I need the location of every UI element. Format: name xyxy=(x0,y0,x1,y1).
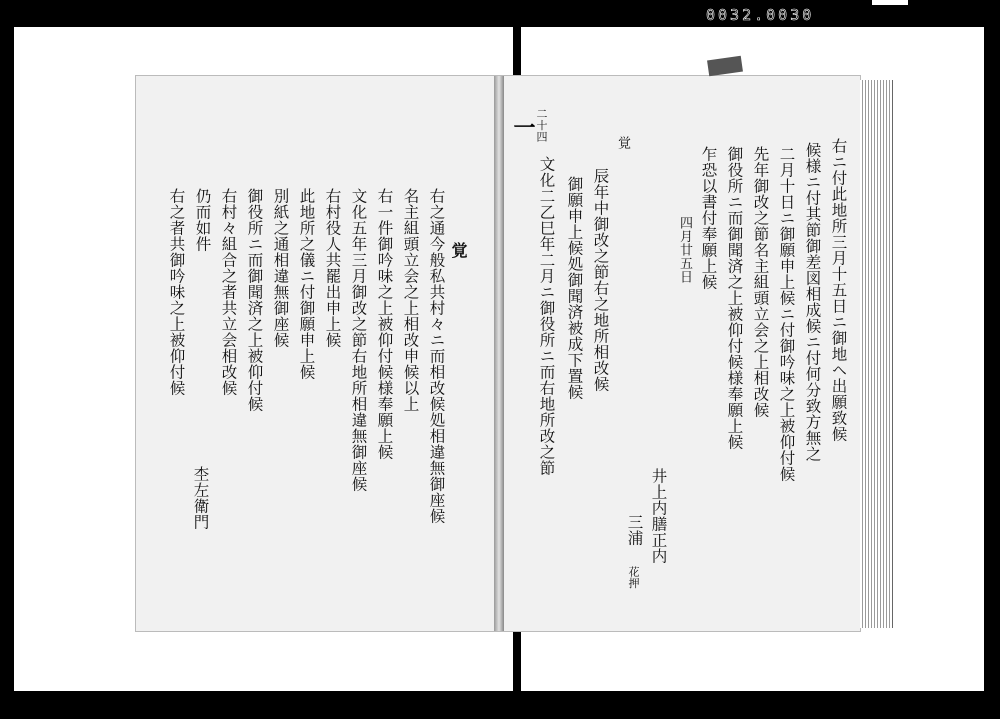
item-heading: 一 xyxy=(510,116,536,139)
page-edges xyxy=(860,80,893,628)
left-page xyxy=(136,76,498,631)
right-column-3: 二月十日ニ御願申上候ニ付御吟味之上被仰付候 xyxy=(777,146,796,482)
right-column-8: 覚 xyxy=(615,136,630,150)
left-column-7: 別紙之通相違無御座候 xyxy=(271,188,290,348)
right-column-14: 花押 xyxy=(627,566,640,589)
right-column-6: 乍恐以書付奉願上候 xyxy=(699,146,718,290)
right-column-4: 先年御改之節名主組頭立会之上相改候 xyxy=(751,146,770,418)
right-column-9: 辰年中御改之節右之地所相改候 xyxy=(591,168,610,392)
right-column-7: 四月廿五日 xyxy=(677,216,692,284)
right-column-2: 候様ニ付其節御差図相成候ニ付何分致方無之 xyxy=(803,142,822,462)
left-column-8: 御役所ニ而御聞済之上被仰付候 xyxy=(245,188,264,412)
page-number: 二十四 xyxy=(535,108,548,143)
frame-marker xyxy=(872,0,908,5)
left-column-1: 右之通今般私共村々ニ而相改候処相違無御座候 xyxy=(427,188,446,524)
left-column-12: 杢左衛門 xyxy=(191,466,210,530)
right-column-5: 御役所ニ而御聞済之上被仰付候様奉願上候 xyxy=(725,146,744,450)
book-gutter xyxy=(494,76,504,631)
left-column-11: 右之者共御吟味之上被仰付候 xyxy=(167,188,186,396)
left-column-2: 名主組頭立会之上相改申候以上 xyxy=(401,188,420,412)
left-column-4: 文化五年三月御改之節右地所相違無御座候 xyxy=(349,188,368,492)
right-column-13: 三浦 xyxy=(625,514,644,546)
right-column-11: 文化二乙巳年二月ニ御役所ニ而右地所改之節 xyxy=(537,156,556,476)
right-page xyxy=(498,76,860,631)
left-column-9: 右村々組合之者共立会相改候 xyxy=(219,188,238,396)
left-column-6: 此地所之儀ニ付御願申上候 xyxy=(297,188,316,380)
left-column-5: 右村役人共罷出申上候 xyxy=(323,188,342,348)
frame-id: 0032.0030 xyxy=(706,6,815,24)
right-column-10: 御願申上候処御聞済被成下置候 xyxy=(565,176,584,400)
right-column-1: 右ニ付此地所三月十五日ニ御地ヘ出願致候 xyxy=(829,138,848,442)
left-heading: 覚 xyxy=(449,242,468,259)
left-column-10: 仍而如件 xyxy=(193,188,212,252)
right-column-12: 井上内膳正内 xyxy=(649,468,668,564)
left-column-3: 右一件御吟味之上被仰付候様奉願上候 xyxy=(375,188,394,460)
